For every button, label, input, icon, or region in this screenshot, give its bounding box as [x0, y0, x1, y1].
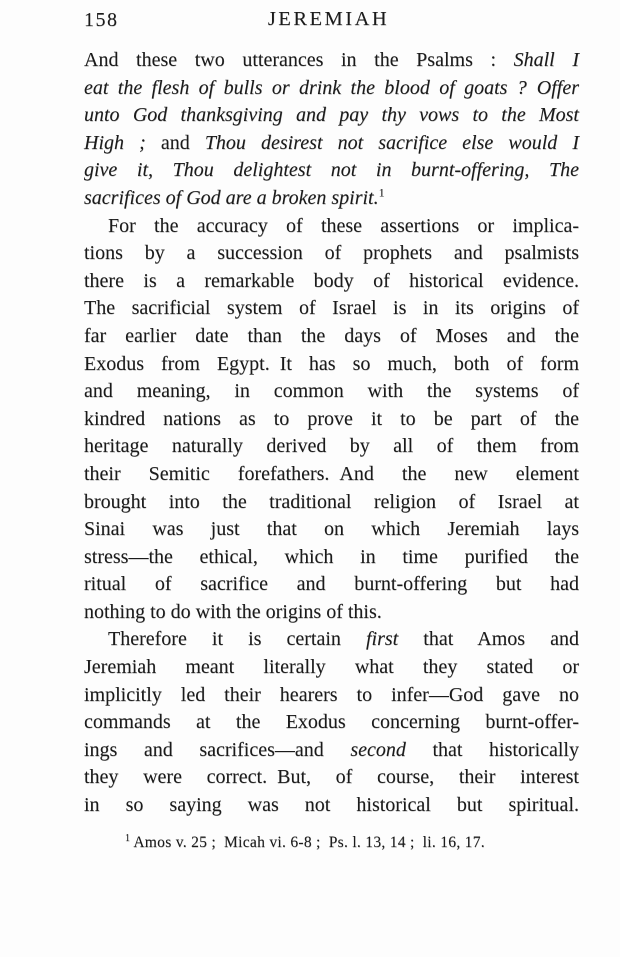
text-line: [84, 599, 579, 627]
text-line: [84, 764, 579, 792]
body-text: heritage naturally derived by all of them from: [84, 435, 579, 458]
text-line: [84, 102, 579, 130]
body-text: tions by a succession of prophets and psalmists: [84, 242, 579, 265]
italic-text: second: [350, 738, 406, 761]
body-text: The sacrificial system of Israel is in its origins of: [84, 297, 579, 320]
body-text: and meaning, in common with the systems of: [84, 380, 579, 403]
italic-text: give it, Thou delightest not in burnt-offering, The: [84, 159, 579, 182]
body-text: stress—the ethical, which in time purified the: [84, 545, 579, 568]
body-text: ings and sacrifices—and: [84, 738, 351, 761]
body-text: in so saying was not historical but spiritual.: [84, 794, 579, 817]
body-text: ritual of sacrifice and burnt-offering but had: [84, 573, 579, 596]
body-text: their Semitic forefathers. And the new element: [84, 462, 579, 485]
italic-text: eat the flesh of bulls or drink the blood of goats ? Offer: [84, 76, 579, 99]
text-line: [84, 516, 579, 544]
body-text: And these two utterances in the Psalms :: [84, 49, 514, 71]
text-block: [84, 47, 579, 820]
body-text: Therefore it is certain: [108, 628, 366, 651]
body-text: commands at the Exodus concerning burnt-offer-: [84, 711, 579, 734]
italic-text: Thou desirest not sacrifice else would I: [204, 131, 579, 154]
text-line: [84, 654, 579, 682]
body-text: Jeremiah meant literally what they stated or: [84, 656, 579, 679]
body-text: nothing to do with the origins of this.: [84, 600, 382, 623]
body-text: Exodus from Egypt. It has so much, both of form: [84, 352, 579, 375]
text-line: [84, 571, 579, 599]
text-line: [84, 544, 579, 572]
page-header: [84, 8, 579, 36]
text-line: [84, 130, 579, 158]
text-line: [84, 185, 579, 213]
text-line: [84, 682, 579, 710]
text-line: [84, 406, 579, 434]
body-text: kindred nations as to prove it to be part of the: [84, 407, 579, 430]
running-title: JEREMIAH: [267, 8, 390, 30]
text-line: [84, 378, 579, 406]
footnote-text: Amos v. 25 ; Micah vi. 6-8 ; Ps. l. 13, 14 ; li. 16, 17.: [133, 834, 485, 851]
text-line: [84, 295, 579, 323]
text-line: [84, 351, 579, 379]
text-line: [84, 489, 579, 517]
italic-text: first: [365, 628, 399, 651]
text-line: [84, 240, 579, 268]
footnote: [125, 832, 579, 853]
body-text: brought into the traditional religion of Israel at: [84, 490, 579, 513]
text-line: [84, 268, 579, 296]
text-line: [84, 323, 579, 351]
body-text: For the accuracy of these assertions or implica-: [108, 214, 579, 237]
italic-text: Shall I: [513, 49, 579, 71]
footnote-reference: 1: [378, 185, 385, 200]
text-line: [84, 75, 579, 103]
text-line: [84, 737, 579, 765]
italic-text: High ;: [84, 131, 146, 154]
text-line: [84, 626, 579, 654]
body-text: that historically: [405, 738, 579, 761]
body-text: there is a remarkable body of historical evidence.: [84, 269, 579, 292]
body-text: and: [145, 131, 205, 154]
text-line: [84, 792, 579, 820]
text-line: [84, 433, 579, 461]
text-line: [84, 709, 579, 737]
italic-text: sacrifices of God are a broken spirit.: [84, 186, 379, 209]
text-line: [84, 213, 579, 241]
italic-text: unto God thanksgiving and pay thy vows to the Most: [84, 104, 579, 127]
body-text: that Amos and: [398, 628, 580, 651]
body-text: they were correct. But, of course, their interest: [84, 766, 579, 789]
body-text: far earlier date than the days of Moses and the: [84, 324, 579, 347]
page-number: 158: [84, 9, 119, 31]
body-text: Sinai was just that on which Jeremiah lays: [84, 518, 579, 541]
footnote-marker: 1: [125, 832, 131, 844]
text-line: [84, 461, 579, 489]
text-line: [84, 157, 579, 185]
body-text: implicitly led their hearers to infer—God gave no: [84, 683, 579, 706]
text-line: [84, 47, 579, 75]
